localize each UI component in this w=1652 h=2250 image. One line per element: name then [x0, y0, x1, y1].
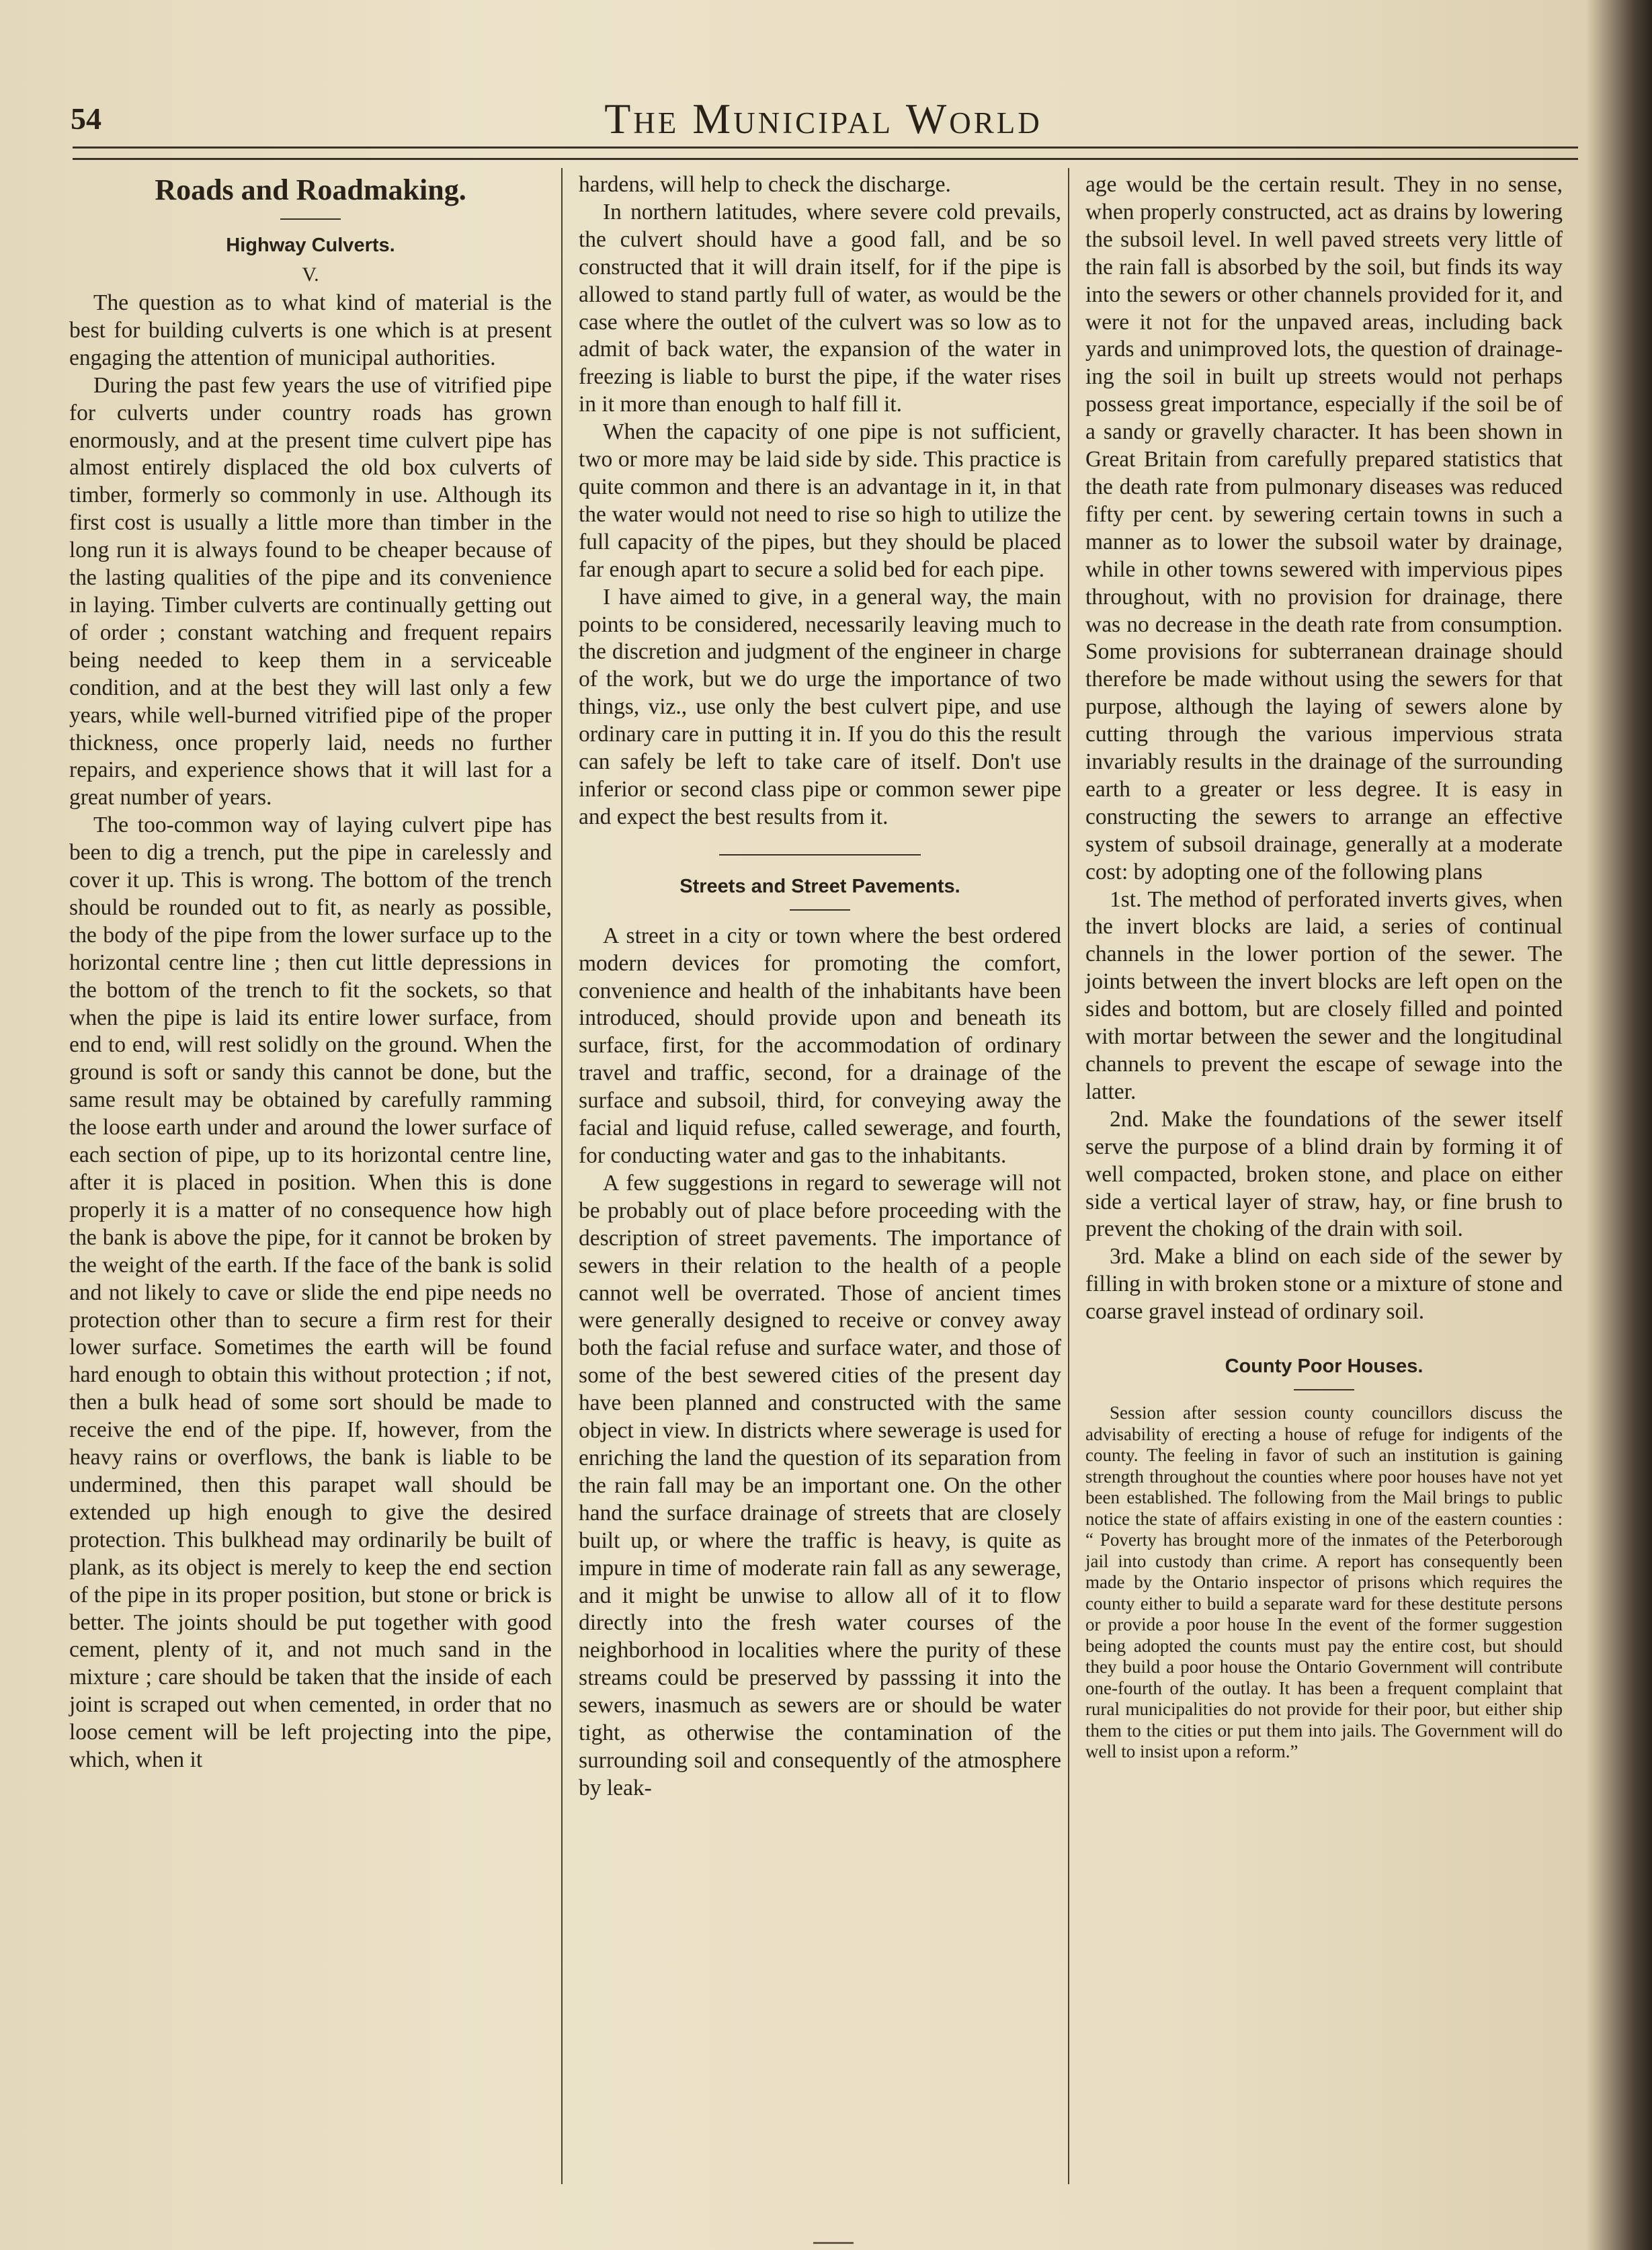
- paragraph: When the capacity of one pipe is not sufficient, two or more may be laid side by side. This practice is quite common and there is an advantage in it, in that the water would not need to rise so high to utilize the full capacity of the pipes, but they should be placed far enough apart to secure a solid bed for each pipe.: [579, 419, 1061, 582]
- column-divider-2: [1068, 168, 1069, 2184]
- section-rule: [719, 854, 921, 856]
- paragraph: 2nd. Make the foundations of the sewer itself serve the purpose of a blind drain by forming it of well compacted, broken stone, and place on either side a vertical layer of straw, hay, or fine brush to prevent the choking of the drain with soil.: [1085, 1106, 1563, 1242]
- column-divider-1: [561, 168, 563, 2184]
- part-numeral: V.: [302, 263, 319, 286]
- paragraph: The too-common way of laying culvert pipe has been to dig a trench, put the pipe in carelessly and cover it up. This is wrong. The bottom of the trench should be rounded out to fit, as nearly as possible, the body of the pipe from the lower surface up to the horizontal centre line ; then cut little depressions in the bottom of the trench to fit the sockets, so that when the pipe is laid its entire lower surface, from end to end, will rest solidly on the ground. When the ground is soft or sandy this cannot be done, but the same result may be obtained by carefully ramming the loose earth under and around the lower surface of each section of pipe, up to its horizontal centre line, after it is placed in position. When this is done properly it is a matter of no consequence how high the bank is above the pipe, for it cannot be broken by the weight of the earth. If the face of the bank is solid and not likely to cave or slide the end pipe needs no protection other than to secure a firm rest for their lower surface. Sometimes the earth will be found hard enough to obtain this without protection ; if not, then a bulk head of some sort should be made to receive the end of the pipe. If, however, from the heavy rains or overflows, the bank is liable to be undermined, then this parapet wall should be extended up high enough to give the desired protection. This bulkhead may ordinarily be built of plank, as its object is merely to keep the end section of the pipe in its proper position, but stone or brick is better. The joints should be put together with good cement, plenty of it, and not much sand in the mixture ; care should be taken that the inside of each joint is scraped out when cemented, in order that no loose cement will be left projecting into the pipe, which, when it: [69, 812, 552, 1773]
- paragraph: 1st. The method of perforated inverts gives, when the invert blocks are laid, a series of continual channels in the lower portion of the sewer. The joints between the invert blocks are left open on the sides and bottom, but are closely filled and pointed with mortar between the sewer and the longitudinal channels to prevent the escape of sewage into the latter.: [1085, 886, 1563, 1104]
- bottom-mark: [813, 2242, 854, 2244]
- column-2: [579, 171, 1061, 1802]
- paragraph: I have aimed to give, in a general way, the main points to be considered, necessarily leaving much to the discretion and judgment of the engineer in charge of the work, but we do urge the importance of two things, viz., use only the best culvert pipe, and use ordinary care in putting it in. If you do this the result can safely be left to take care of itself. Don't use inferior or second class pipe or common sewer pipe and expect the best results from it.: [579, 584, 1061, 829]
- page-header: [71, 94, 1576, 141]
- subhead-streets: Streets and Street Pavements.: [679, 875, 960, 897]
- article-title-roads: Roads and Roadmaking.: [155, 173, 466, 206]
- paragraph: A few suggestions in regard to sewerage will not be probably out of place before proceeding with the description of street pavements. The importance of sewers in their relation to the health of a people cannot well be overrated. Those of ancient times were generally designed to receive or convey away both the facial refuse and surface water, and those of some of the best sewered cities of the present day have been planned and constructed with the same object in view. In districts where sewerage is used for enriching the land the question of its separation from the rain fall may be an important one. On the other hand the surface drainage of streets that are closely built up, or where the traffic is heavy, is quite as impure in time of moderate rain fall as any sewerage, and it might be unwise to allow all of it to flow directly into the fresh water courses of the neighborhood in localities where the purity of these streams could be preserved by passsing it into the sewers, inasmuch as sewers are or should be water tight, as otherwise the contamination of the surrounding soil and consequently of the atmosphere by leak-: [579, 1170, 1061, 1800]
- column-3: [1085, 171, 1563, 1763]
- column-1: [69, 171, 552, 1774]
- paragraph: The question as to what kind of material is the best for building culverts is one which is at present engaging the attention of municipal authorities.: [69, 290, 552, 370]
- paragraph: A street in a city or town where the best ordered modern devices for promoting the comfort, convenience and health of the inhabitants have been introduced, should provide upon and beneath its surface, first, for the accommodation of ordinary travel and traffic, second, for a drainage of the surface and subsoil, third, for conveying away the facial and liquid refuse, called sewerage, and fourth, for conducting water and gas to the inhabitants.: [579, 923, 1061, 1168]
- subhead-county-poor-houses: County Poor Houses.: [1225, 1356, 1423, 1378]
- paragraph: During the past few years the use of vitrified pipe for culverts under country roads has grown enormously, and at the present time culvert pipe has almost entirely displaced the old box culverts of timber, formerly so commonly in use. Although its first cost is usually a little more than timber in the long run it is always found to be cheaper because of the lasting qualities of the pipe and its convenience in laying. Timber culverts are continually getting out of order ; constant watching and frequent repairs being needed to keep them in a serviceable condition, and at the best they will last only a few years, while well-burned vitrified pipe of the proper thickness, once properly laid, needs no further repairs, and experience shows that it will last for a great number of years.: [69, 372, 552, 810]
- paragraph-continued: age would be the certain result. They in no sense, when properly constructed, act as drains by lowering the subsoil level. In well paved streets very little of the rain fall is absorbed by the soil, but finds its way into the sewers or other channels provided for it, and were it not for the unpaved areas, including back yards and unimproved lots, the question of drainage-ing the soil in built up streets would not perhaps possess great importance, especially if the soil be of a sandy or gravelly character. It has been shown in Great Britain from carefully prepared statistics that the death rate from pulmonary diseases was reduced fifty per cent. by sewering certain towns in such a manner as to lower the subsoil water by drainage, while in other towns sewered with impervious pipes throughout, with no provision for drainage, there was no decrease in the death rate from consumption. Some provisions for subterranean drainage should therefore be made without using the sewers for that purpose, although the laying of sewers alone by cutting through the various impervious strata invariably results in the drainage of the surrounding earth to a greater or less degree. It is easy in constructing the sewers to arrange an effective system of subsoil drainage, generally at a moderate cost: by adopting one of the following plans: [1085, 172, 1563, 884]
- subhead-highway-culverts: Highway Culverts.: [226, 235, 395, 256]
- running-title: The Municipal World: [604, 95, 1042, 142]
- small-print-block: [1085, 1403, 1563, 1763]
- subhead-rule: [1294, 1389, 1354, 1390]
- header-double-rule: [73, 147, 1578, 160]
- page-number: 54: [71, 101, 101, 136]
- paragraph: 3rd. Make a blind on each side of the sewer by filling in with broken stone or a mixture of stone and coarse gravel instead of ordinary soil.: [1085, 1244, 1563, 1325]
- paragraph-continued: hardens, will help to check the discharge.: [579, 172, 951, 197]
- paragraph: Session after session county councillors discuss the advisability of erecting a house of refuge for indigents of the county. The feeling in favor of such an institution is gaining strength throughout the counties where poor houses have not yet been established. The following from the Mail brings to public notice the state of affairs existing in one of the eastern counties : “ Poverty has brought more of the inmates of the Peterborough jail into custody than crime. A report has consequently been made by the Ontario inspector of prisons which requires the county either to build a separate ward for these destitute persons or provide a poor house In the event of the former suggestion being adopted the counts must pay the entire cost, but should they build a poor house the Ontario Government will contribute one-fourth of the outlay. It has been a frequent complaint that rural municipalities do not provide for their poor, but either ship them to the cities or put them into jails. The Government will do well to insist upon a reform.”: [1085, 1403, 1563, 1762]
- title-rule: [280, 218, 341, 220]
- subhead-rule: [790, 909, 850, 911]
- paragraph: In northern latitudes, where severe cold prevails, the culvert should have a good fall, and be so constructed that it will drain itself, for if the pipe is allowed to stand partly full of water, as would be the case where the outlet of the culvert was so low as to admit of back water, the expansion of the water in freezing is liable to burst the pipe, if the water rises in it more than enough to half fill it.: [579, 199, 1061, 417]
